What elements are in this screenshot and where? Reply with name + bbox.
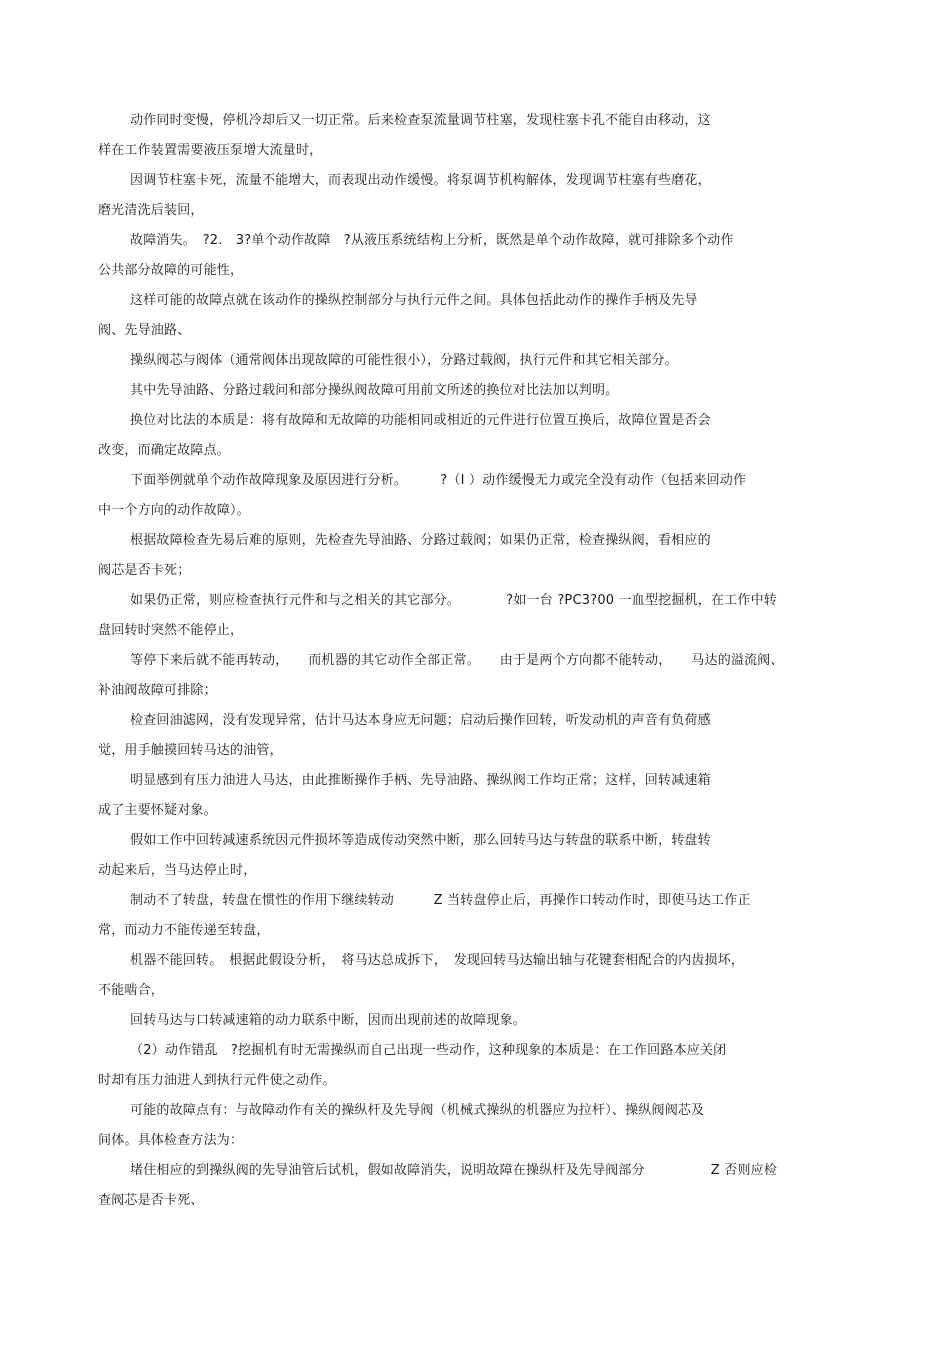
text-line: 中一个方向的动作故障）。 — [98, 503, 250, 518]
text-line: 操纵阀芯与阀体（通常阀体出现故障的可能性很小），分路过载阀，执行元件和其它相关部分。 — [130, 353, 678, 368]
text-line: 堵住相应的到操纵阀的先导油管后试机，假如故障消失，说明故障在操纵杆及先导阀部分 Z 否则应检 — [130, 1163, 778, 1178]
text-line: 间体。具体检查方法为： — [98, 1133, 244, 1148]
text-line: 查阀芯是否卡死、 — [98, 1193, 204, 1208]
text-line: 公共部分故障的可能性， — [98, 263, 244, 278]
text-line: 等停下来后就不能再转动， 而机器的其它动作全部正常。 由于是两个方向都不能转动， 马达的溢流阀、 — [130, 653, 784, 668]
text-line: 下面举例就单个动作故障现象及原因进行分析。 ?（I ）动作缓慢无力或完全没有动作（包括来回动作 — [130, 473, 747, 488]
text-line: 这样可能的故障点就在该动作的操纵控制部分与执行元件之间。具体包括此动作的操作手柄及先导 — [130, 293, 698, 308]
text-line: 阀、先导油路、 — [98, 323, 191, 338]
text-line: 故障消失。 ?2. 3?单个动作故障 ?从液压系统结构上分析，既然是单个动作故障，就可排除多个动作 — [130, 233, 734, 248]
text-line: 机器不能回转。 根据此假设分析， 将马达总成拆下， 发现回转马达输出轴与花键套相配合的内齿损坏， — [130, 953, 745, 968]
text-line: 回转马达与口转减速箱的动力联系中断，因而出现前述的故障现象。 — [130, 1013, 527, 1028]
text-line: 磨光清洗后装回， — [98, 203, 204, 218]
text-line: 改变，而确定故障点。 — [98, 443, 231, 458]
text-line: 觉，用手触摸回转马达的油管， — [98, 743, 283, 758]
text-line: 不能啮合， — [98, 983, 165, 998]
text-line: 补油阀故障可排除； — [98, 683, 217, 698]
text-line: 制动不了转盘，转盘在惯性的作用下继续转动 Z 当转盘停止后，再操作口转动作时，即使马达工作正 — [130, 893, 751, 908]
text-line: 阀芯是否卡死； — [98, 563, 191, 578]
text-line: 盘回转时突然不能停止， — [98, 623, 244, 638]
text-line: 假如工作中回转减速系统因元件损坏等造成传动突然中断，那么回转马达与转盘的联系中断，转盘转 — [130, 833, 711, 848]
text-line: 常，而动力不能传递至转盘， — [98, 923, 270, 938]
text-line: 成了主要怀疑对象。 — [98, 803, 217, 818]
text-line: 检查回油滤网，没有发现异常，估计马达本身应无问题；启动后操作回转，听发动机的声音有负荷感 — [130, 713, 711, 728]
text-line: 可能的故障点有：与故障动作有关的操纵杆及先导阀（机械式操纵的机器应为拉杆）、操纵阀阀芯及 — [130, 1103, 705, 1118]
text-line: 因调节柱塞卡死，流量不能增大，而表现出动作缓慢。将泵调节机构解体，发现调节柱塞有些磨花， — [130, 173, 711, 188]
text-line: 时却有压力油进人到执行元件使之动作。 — [98, 1073, 336, 1088]
text-line: 换位对比法的本质是：将有故障和无故障的功能相同或相近的元件进行位置互换后，故障位置是否会 — [130, 413, 711, 428]
text-line: 动作同时变慢，停机冷却后又一切正常。后来检查泵流量调节柱塞，发现柱塞卡孔不能自由移动，这 — [130, 113, 711, 128]
text-line: （2）动作错乱 ?挖掘机有时无需操纵而自己出现一些动作，这种现象的本质是：在工作回路本应关闭 — [130, 1043, 727, 1058]
text-line: 其中先导油路、分路过载问和部分操纵阀故障可用前文所述的换位对比法加以判明。 — [130, 383, 619, 398]
text-line: 如果仍正常，则应检查执行元件和与之相关的其它部分。 ?如一台 ?PC3?00 一血型挖掘机，在工作中转 — [130, 593, 777, 608]
text-line: 动起来后，当马达停止时， — [98, 863, 257, 878]
text-line: 根据故障检查先易后难的原则，先检查先导油路、分路过载阀；如果仍正常，检查操纵阀，看相应的 — [130, 533, 711, 548]
text-line: 样在工作装置需要液压泵增大流量时， — [98, 143, 323, 158]
text-line: 明显感到有压力油进人马达，由此推断操作手柄、先导油路、操纵阀工作均正常；这样，回转减速箱 — [130, 773, 711, 788]
